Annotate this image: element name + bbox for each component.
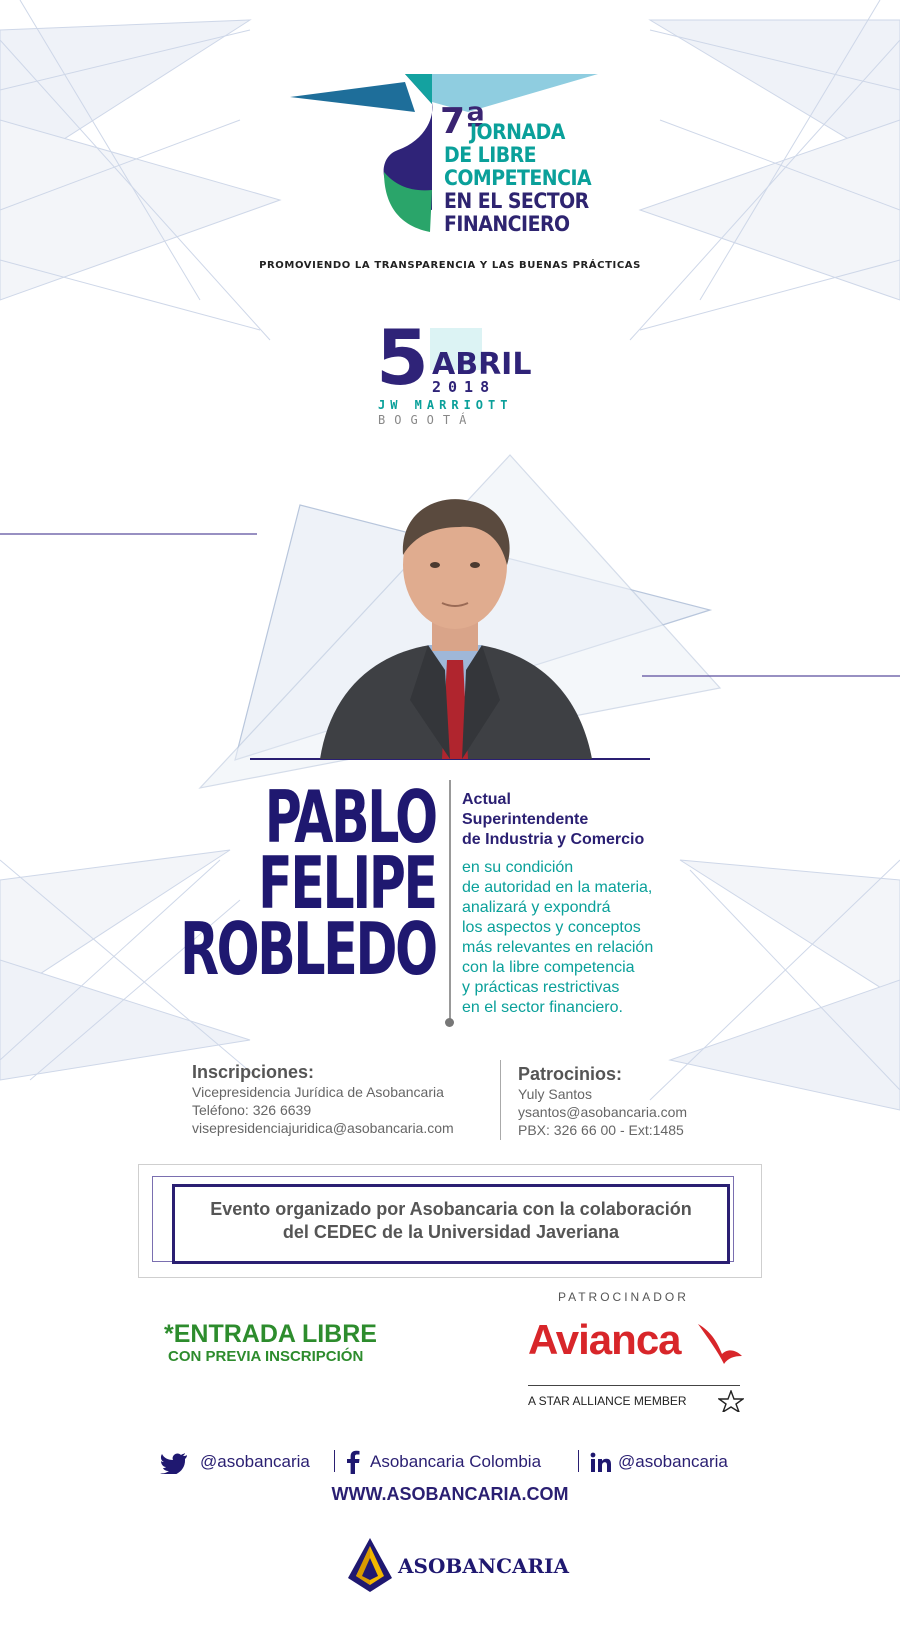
date-day: 5	[376, 313, 429, 402]
social-divider	[334, 1450, 335, 1472]
bio-line-4: los aspectos y conceptos	[462, 919, 641, 936]
avianca-bird-icon	[694, 1322, 744, 1366]
speaker-name-line-1: PABLO	[265, 775, 436, 859]
bio-line-3: analizará y expondrá	[462, 899, 611, 916]
inscripciones-email[interactable]: visepresidenciajuridica@asobancaria.com	[192, 1120, 454, 1136]
inscripciones-title: Inscripciones:	[192, 1062, 315, 1082]
free-entry	[164, 1320, 377, 1366]
patrocinios-phone[interactable]: PBX: 326 66 00 - Ext:1485	[518, 1122, 684, 1138]
bio-line-6: con la libre competencia	[462, 959, 635, 976]
linkedin-handle[interactable]: @asobancaria	[618, 1452, 728, 1471]
role-line-1: Actual	[462, 791, 511, 808]
free-entry-title: *ENTRADA LIBRE	[164, 1320, 377, 1348]
bio-line-5: más relevantes en relación	[462, 939, 654, 956]
asobancaria-logo-icon	[348, 1538, 392, 1592]
social-divider	[578, 1450, 579, 1472]
bio-divider	[449, 780, 451, 1022]
title-line-5: FINANCIERO	[444, 212, 570, 236]
speaker-photo	[310, 495, 600, 759]
contact-divider	[500, 1060, 501, 1140]
bio-line-7: y prácticas restrictivas	[462, 979, 620, 996]
website-link[interactable]: WWW.ASOBANCARIA.COM	[331, 1484, 569, 1504]
organizer-note	[172, 1198, 730, 1244]
date-venue: JW MARRIOTT	[378, 398, 513, 412]
sponsor-label: PATROCINADOR	[558, 1290, 689, 1304]
patrocinios-title: Patrocinios:	[518, 1064, 623, 1084]
facebook-page[interactable]: Asobancaria Colombia	[370, 1452, 542, 1471]
free-entry-note: CON PREVIA INSCRIPCIÓN	[168, 1348, 364, 1365]
linkedin-icon[interactable]	[590, 1452, 612, 1472]
sponsor-divider	[528, 1385, 740, 1386]
speaker-role	[462, 790, 644, 850]
organizer-note-line-1: Evento organizado por Asobancaria con la colaboración	[210, 1199, 692, 1219]
sponsor-tagline: A STAR ALLIANCE MEMBER	[528, 1394, 687, 1408]
title-line-4: EN EL SECTOR	[444, 189, 589, 213]
title-line-1: JORNADA	[470, 120, 565, 144]
footer-brand: ASOBANCARIA	[398, 1554, 570, 1578]
bio-line-2: de autoridad en la materia,	[462, 879, 653, 896]
bio-line-8: en el sector financiero.	[462, 999, 623, 1016]
title-line-2: DE LIBRE	[444, 143, 537, 167]
star-alliance-icon	[718, 1390, 744, 1412]
patrocinios-email[interactable]: ysantos@asobancaria.com	[518, 1104, 688, 1120]
sponsor-brand[interactable]: Avianca	[528, 1316, 681, 1363]
facebook-icon[interactable]	[346, 1450, 360, 1474]
twitter-handle[interactable]: @asobancaria	[200, 1452, 310, 1471]
speaker-name-line-2: FELIPE	[258, 841, 436, 925]
date-city: BOGOTÁ	[378, 413, 476, 427]
event-tagline: PROMOVIENDO LA TRANSPARENCIA Y LAS BUENAS PRÁCTICAS	[259, 260, 641, 271]
bio-divider-dot	[445, 1018, 454, 1027]
date-year: 2018	[432, 378, 497, 396]
organizer-note-line-2: del CEDEC de la Universidad Javeriana	[282, 1222, 620, 1242]
title-line-3: COMPETENCIA	[444, 166, 592, 190]
bio-line-1: en su condición	[462, 859, 574, 876]
speaker-name	[108, 775, 436, 991]
patrocinios-block	[518, 1064, 687, 1139]
role-line-3: de Industria y Comercio	[462, 831, 645, 848]
patrocinios-contact: Yuly Santos	[518, 1086, 592, 1102]
date-month: ABRIL	[432, 347, 532, 382]
twitter-icon[interactable]	[160, 1452, 188, 1474]
edition-number: 7ª	[440, 101, 486, 142]
speaker-name-line-3: ROBLEDO	[180, 907, 436, 991]
inscripciones-block	[192, 1062, 454, 1137]
inscripciones-office: Vicepresidencia Jurídica de Asobancaria	[192, 1084, 444, 1100]
inscripciones-phone[interactable]: Teléfono: 326 6639	[192, 1102, 312, 1118]
speaker-bio	[462, 858, 653, 1018]
role-line-2: Superintendente	[462, 811, 589, 828]
